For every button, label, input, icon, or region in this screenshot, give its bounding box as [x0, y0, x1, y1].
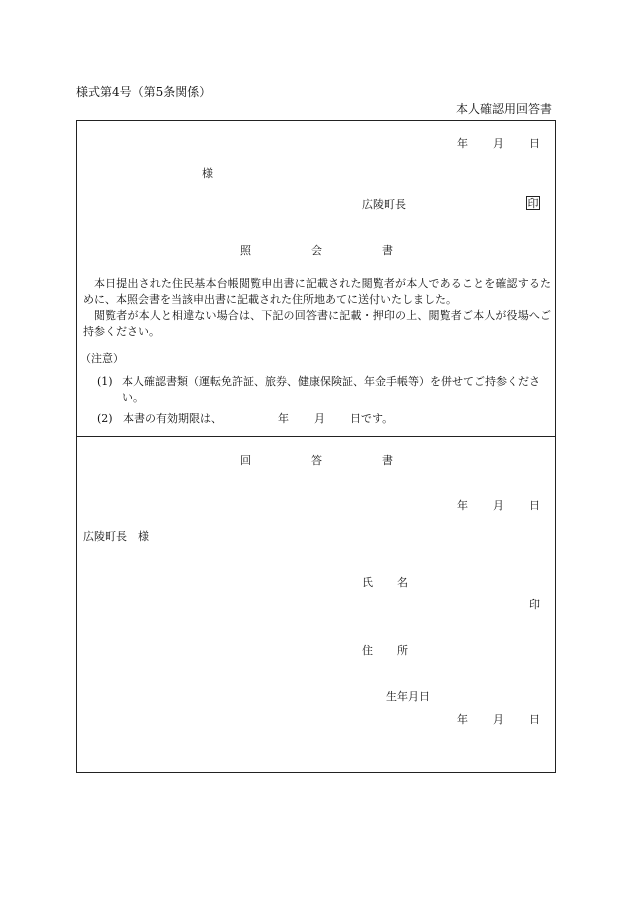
- address-label-char-1: 住: [362, 644, 373, 657]
- note-1-number: (1): [97, 375, 113, 388]
- inquiry-title-char-1: 照: [240, 244, 251, 257]
- seal-box: 印: [527, 197, 539, 210]
- addressee-sama: 様: [202, 167, 213, 180]
- inquiry-date-month: 月: [493, 137, 504, 150]
- address-label-char-2: 所: [397, 644, 408, 657]
- birthdate-label: 生年月日: [386, 690, 430, 703]
- note-2-month: 月: [314, 412, 325, 425]
- issuer-mayor: 広陵町長: [362, 198, 406, 211]
- notes-heading: （注意）: [80, 352, 124, 365]
- section-divider: [76, 436, 556, 437]
- inquiry-paragraph-2: 閲覧者が本人と相違ない場合は、下記の回答書に記載・押印の上、閲覧者ご本人が役場へご持参ください。: [83, 309, 551, 338]
- name-label-char-1: 氏: [362, 576, 373, 589]
- note-2-number: (2): [97, 412, 113, 425]
- form-frame: [76, 120, 556, 773]
- name-label-char-2: 名: [397, 576, 408, 589]
- note-2-text: 本書の有効期限は、: [123, 412, 222, 425]
- form-number: 様式第4号（第5条関係）: [76, 85, 212, 99]
- inquiry-paragraph-1: 本日提出された住民基本台帳閲覧申出書に記載された閲覧者が本人であることを確認するために、本照会書を当該申出書に記載された住所地あてに送付いたしました。: [83, 277, 551, 306]
- reply-title-char-1: 回: [240, 454, 251, 467]
- inquiry-date-year: 年: [457, 137, 468, 150]
- note-1-text: 本人確認書類（運転免許証、旅券、健康保険証、年金手帳等）を併せてご持参ください。: [122, 375, 540, 404]
- document-title: 本人確認用回答書: [456, 102, 553, 116]
- reply-title-char-3: 書: [382, 454, 393, 467]
- reply-addressee: 広陵町長 様: [83, 530, 149, 543]
- reply-date-day: 日: [529, 499, 540, 512]
- birth-year: 年: [457, 713, 468, 726]
- birth-month: 月: [493, 713, 504, 726]
- reply-date-month: 月: [493, 499, 504, 512]
- reply-date-year: 年: [457, 499, 468, 512]
- reply-title-char-2: 答: [311, 454, 322, 467]
- inquiry-date-day: 日: [529, 137, 540, 150]
- inquiry-title-char-2: 会: [311, 244, 322, 257]
- note-2-end: 日です。: [350, 412, 394, 425]
- birth-day: 日: [529, 713, 540, 726]
- inquiry-title-char-3: 書: [382, 244, 393, 257]
- note-2-year: 年: [278, 412, 289, 425]
- reply-seal: 印: [529, 598, 540, 611]
